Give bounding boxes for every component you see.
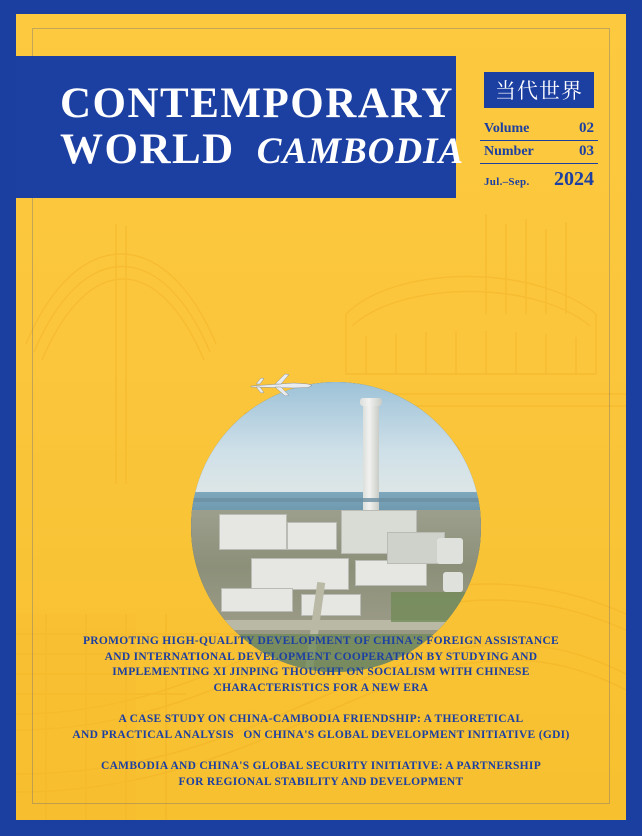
article-1-line-2: AND INTERNATIONAL DEVELOPMENT COOPERATION BY STUDYING AND xyxy=(104,650,538,663)
cover-page xyxy=(16,14,626,820)
plant-building xyxy=(287,522,337,550)
plant-building xyxy=(221,588,293,612)
date-label: Jul.–Sep. xyxy=(484,176,530,188)
article-title-2 xyxy=(56,712,586,743)
masthead-word-world: WORLD xyxy=(60,126,235,173)
storage-tank-icon xyxy=(437,538,463,564)
article-title-3 xyxy=(56,759,586,790)
article-titles xyxy=(56,634,586,790)
masthead-line-2 xyxy=(60,126,465,173)
volume-row xyxy=(480,118,598,141)
number-value: 03 xyxy=(579,143,594,159)
masthead-line-1: CONTEMPORARY xyxy=(60,79,454,127)
date-year: 2024 xyxy=(554,168,594,190)
number-row xyxy=(480,141,598,164)
date-row xyxy=(480,164,598,191)
issue-block xyxy=(480,72,598,191)
chimney-stack-icon xyxy=(363,404,379,524)
article-3-line-2: FOR REGIONAL STABILITY AND DEVELOPMENT xyxy=(178,775,464,788)
photo-coastline xyxy=(191,498,481,502)
article-2-line-1: A CASE STUDY ON CHINA-CAMBODIA FRIENDSHIP: A THEORETICAL xyxy=(118,713,524,726)
volume-value: 02 xyxy=(579,120,594,136)
publisher-logo: 当代世界 xyxy=(484,72,594,108)
article-title-1 xyxy=(56,634,586,696)
cover-photo xyxy=(191,382,481,672)
plant-building xyxy=(251,558,349,590)
masthead xyxy=(16,56,465,198)
article-3-line-1: CAMBODIA AND CHINA'S GLOBAL SECURITY INITIATIVE: A PARTNERSHIP xyxy=(100,760,542,773)
article-2-line-2: AND PRACTICAL ANALYSIS ON CHINA'S GLOBAL DEVELOPMENT INITIATIVE (GDI) xyxy=(72,728,570,741)
article-1-line-3: IMPLEMENTING XI JINPING THOUGHT ON SOCIALISM WITH CHINESE xyxy=(112,666,530,679)
article-1-line-1: PROMOTING HIGH-QUALITY DEVELOPMENT OF CHINA'S FOREIGN ASSISTANCE xyxy=(82,635,560,647)
volume-label: Volume xyxy=(484,121,530,136)
article-1-line-4: CHARACTERISTICS FOR A NEW ERA xyxy=(213,681,429,694)
number-label: Number xyxy=(484,144,534,159)
storage-tank-icon xyxy=(443,572,463,592)
photo-sky xyxy=(191,382,481,498)
chimney-cap-icon xyxy=(360,398,382,406)
masthead-region: CAMBODIA xyxy=(256,131,465,172)
plant-building xyxy=(219,514,287,550)
plant-greenery xyxy=(391,592,481,622)
plant-building xyxy=(301,594,361,616)
